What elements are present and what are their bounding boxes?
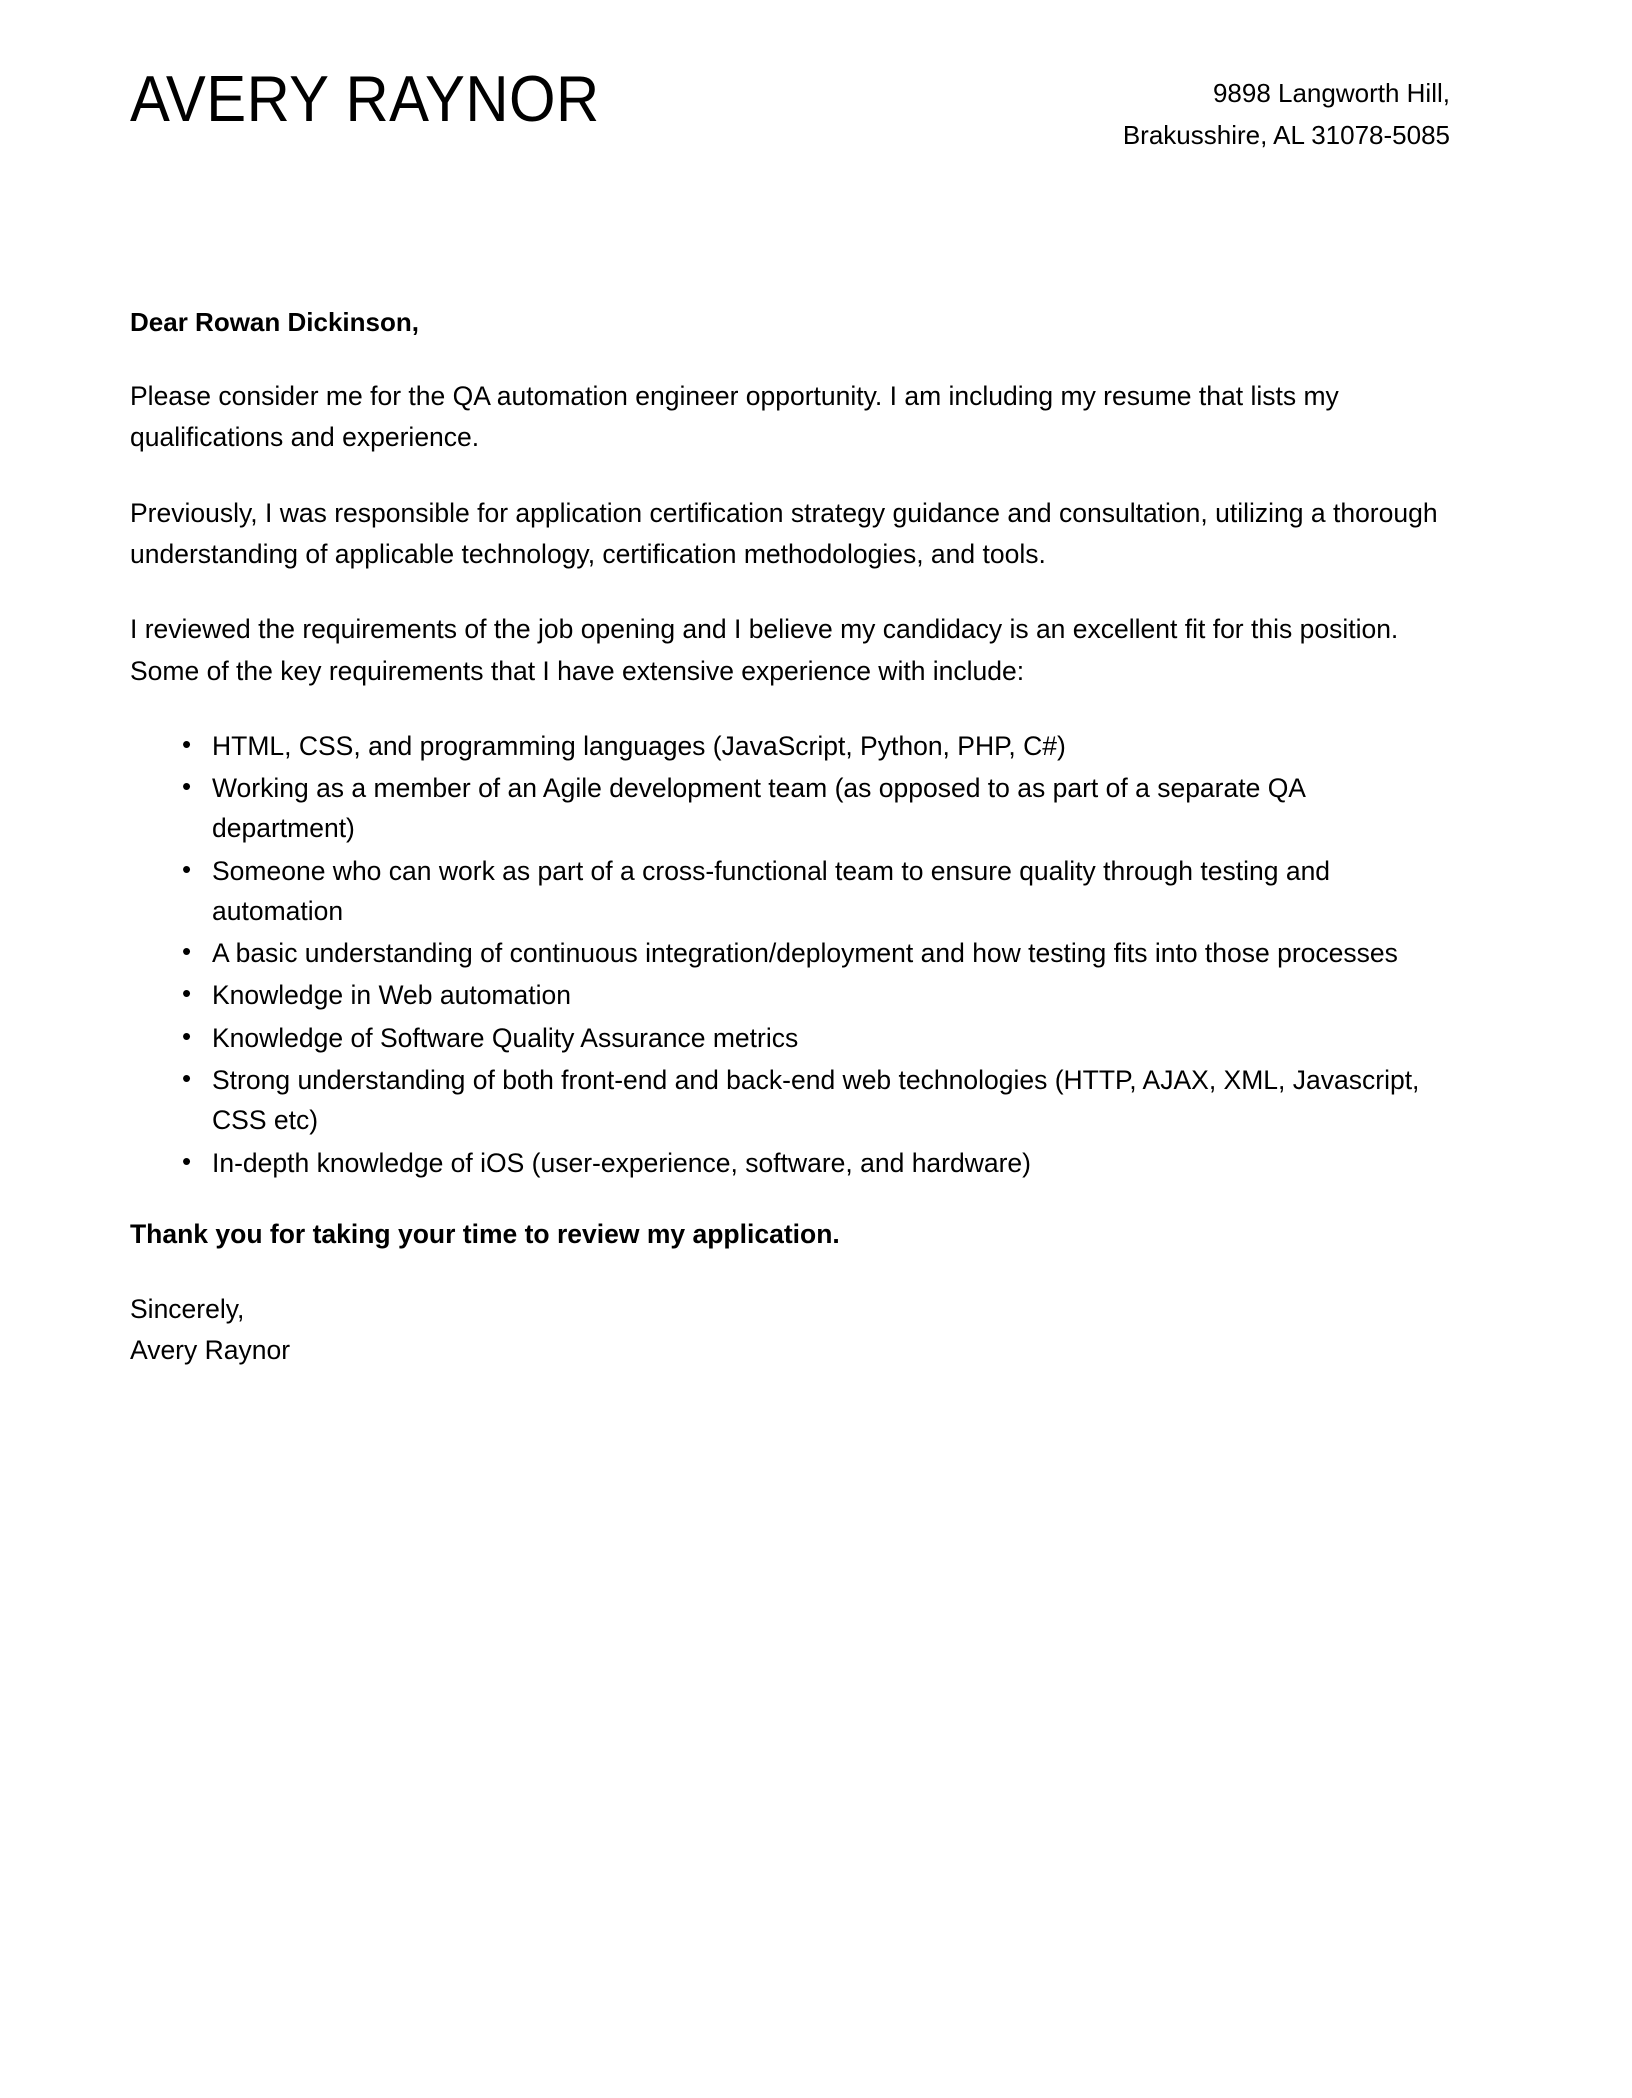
signoff-line: Sincerely, xyxy=(130,1293,245,1324)
closing-statement: Thank you for taking your time to review my application. xyxy=(130,1218,840,1249)
list-item: • Someone who can work as part of a cross-functional team to ensure quality through testing and automation xyxy=(176,851,1440,932)
address-line-street: 9898 Langworth Hill, xyxy=(1212,78,1450,108)
signature-name: Avery Raynor xyxy=(130,1334,291,1365)
list-item: • Working as a member of an Agile development team (as opposed to as part of a separate QA department) xyxy=(176,768,1440,849)
qualifications-list xyxy=(130,726,1440,1183)
letterhead xyxy=(130,62,1450,156)
applicant-name: AVERY RAYNOR xyxy=(130,62,600,135)
list-item: • HTML, CSS, and programming languages (JavaScript, Python, PHP, C#) xyxy=(176,726,1440,766)
list-item: • A basic understanding of continuous integration/deployment and how testing fits into those processes xyxy=(176,933,1440,973)
address-line-city-state-zip: Brakusshire, AL 31078-5085 xyxy=(1122,120,1450,151)
list-item: • Knowledge in Web automation xyxy=(176,975,1440,1015)
applicant-address xyxy=(1123,62,1450,156)
paragraph-experience: Previously, I was responsible for application certification strategy guidance and consultation, utilizing a thorough understanding of applicable technology, certification methodologies, and tools. xyxy=(130,497,1438,569)
letter-body xyxy=(130,304,1440,1371)
paragraph-intro: Please consider me for the QA automation engineer opportunity. I am including my resume that lists my qualifications and experience. xyxy=(130,380,1339,453)
salutation: Dear Rowan Dickinson, xyxy=(130,307,419,338)
list-item: • In-depth knowledge of iOS (user-experience, software, and hardware) xyxy=(176,1143,1440,1183)
signature-block xyxy=(130,1289,1440,1372)
letter-sheet xyxy=(130,62,1450,1371)
list-item: • Knowledge of Software Quality Assurance metrics xyxy=(176,1018,1440,1058)
paragraph-requirements-intro: I reviewed the requirements of the job opening and I believe my candidacy is an excellent fit for this position. Some of the key requirements that I have extensive experience with include: xyxy=(130,614,1399,686)
list-item: • Strong understanding of both front-end and back-end web technologies (HTTP, AJAX, XML, Javascript, CSS etc) xyxy=(176,1060,1440,1141)
